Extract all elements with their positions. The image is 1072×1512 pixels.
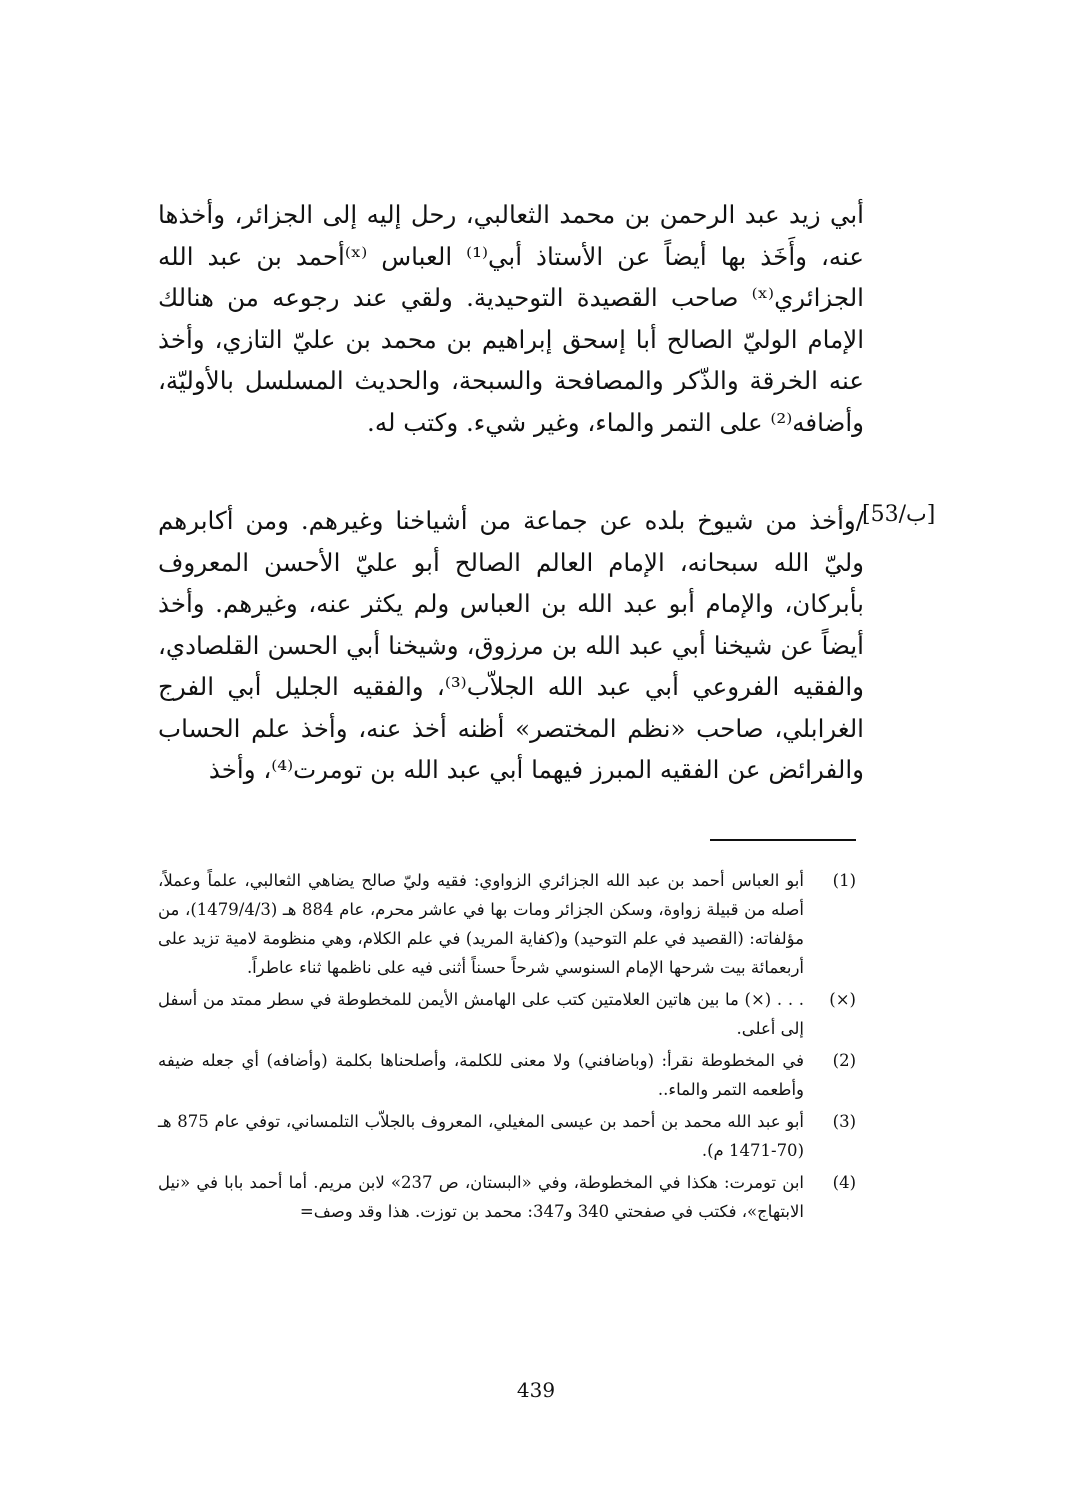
footnotes [158, 866, 864, 1229]
footnote-text: أبو عبد الله محمد بن أحمد بن عيسى المغيلي، المعروف بالجلاّب التلمساني، توفي عام 875 هـ (70-1471 م). [158, 1112, 804, 1160]
footnote-number: (2) [832, 1051, 856, 1070]
footnote-number: (3) [832, 1112, 856, 1131]
footnote-number: (×) [829, 990, 856, 1009]
page-number: 439 [516, 1378, 556, 1402]
footnote-number: (4) [832, 1173, 856, 1192]
footnote-4 [158, 1168, 864, 1226]
footnote-text: . . . (×) ما بين هاتين العلامتين كتب على الهامش الأيمن للمخطوطة في سطر ممتد من أسفل إلى أعلى. [158, 990, 804, 1038]
footnote-3 [158, 1107, 864, 1165]
footnote-separator [710, 839, 856, 841]
footnote-text: في المخطوطة نقرأ: (وباضافني) ولا معنى للكلمة، وأصلحناها بكلمة (وأضافه) أي جعله ضيفه وأطعمه التمر والماء.. [158, 1051, 804, 1099]
footnote-text: أبو العباس أحمد بن عبد الله الجزائري الزواوي: فقيه وليّ صالح يضاهي الثعالبي، علماً وعملاً، أصله من قبيلة زواوة، وسكن الجزائر ومات بها في عاشر محرم، عام 884 هـ (1479/4/3)، من مؤلفاته: (القصيد في علم التوحيد) و(كفاية المريد) في علم الكلام، وهي منظومة لامية تزيد على أربعمائة بيت شرحها الإمام السنوسي شرحاً حسناً أثنى فيه على ناظمها ثناء عاطراً. [158, 871, 804, 977]
footnote-text: ابن تومرت: هكذا في المخطوطة، وفي «البستان، ص 237» لابن مريم. أما أحمد بابا في «نيل الابتهاج»، فكتب في صفحتي 340 و347: محمد بن توزت. هذا وقد وصف= [158, 1173, 805, 1221]
footnote-2 [158, 1046, 864, 1104]
footnote-1 [158, 866, 864, 982]
manuscript-folio-marker: [53/ب] [862, 502, 936, 527]
footnote-x [158, 985, 864, 1043]
main-paragraph-1: أبي زيد عبد الرحمن بن محمد الثعالبي، رحل إليه إلى الجزائر، وأخذها عنه، وأَخَذ بها أيضاً عن الأستاذ أبي⁽¹⁾ العباس ⁽ˣ⁾أحمد بن عبد الله الجزائري⁽ˣ⁾ صاحب القصيدة التوحيدية. ولقي عند رجوعه من هنالك الإمام الوليّ الصالح أبا إسحق إبراهيم بن محمد بن عليّ التازي، وأخذ عنه الخرقة والذّكر والمصافحة والسبحة، والحديث المسلسل بالأوليّة، وأضافه⁽²⁾ على التمر والماء، وغير شيء. وكتب له. [158, 200, 865, 437]
main-paragraph-2: /وأخذ من شيوخ بلده عن جماعة من أشياخنا وغيرهم. ومن أكابرهم وليّ الله سبحانه، الإمام العالم الصالح أبو عليّ الأحسن المعروف بأبركان، والإمام أبو عبد الله بن العباس ولم يكثر عنه، وغيرهم. وأخذ أيضاً عن شيخنا أبي عبد الله بن مرزوق، وشيخنا أبي الحسن القلصادي، والفقيه الفروعي أبي عبد الله الجلاّب⁽³⁾، والفقيه الجليل أبي الفرج الغرابلي، صاحب «نظم المختصر» أظنه أخذ عنه، وأخذ علم الحساب والفرائض عن الفقيه المبرز فيهما أبي عبد الله بن تومرت⁽⁴⁾، وأخذ [158, 506, 864, 784]
footnote-number: (1) [832, 871, 856, 890]
